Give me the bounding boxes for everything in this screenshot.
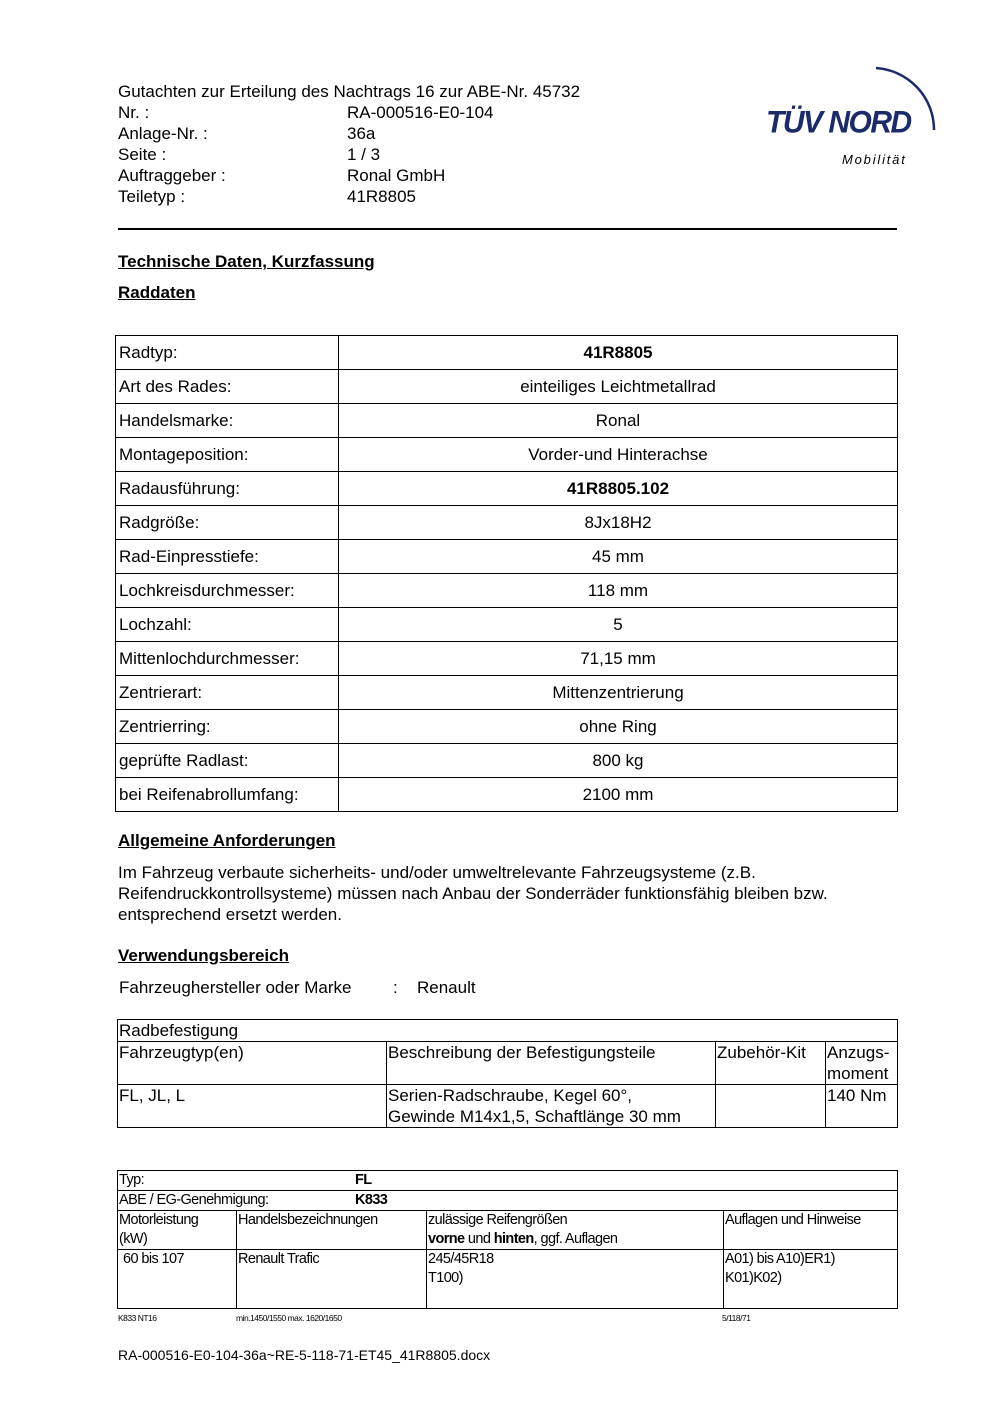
- table-row: Mittenlochdurchmesser: 71,15 mm: [116, 642, 898, 676]
- table-row: Handelsmarke: Ronal: [116, 404, 898, 438]
- table-row: Fahrzeugtyp(en) Beschreibung der Befestigungsteile Zubehör-Kit Anzugs- moment: [118, 1042, 898, 1085]
- allgemein-paragraph: Im Fahrzeug verbaute sicherheits- und/oder umweltrelevante Fahrzeugsysteme (z.B. Reifendruckkontrollsysteme) müssen nach Anbau der Sonderräder funktionsfähig bleiben bzw. entsprechend ersetzt werden.: [118, 863, 828, 924]
- section-title-tech: Technische Daten, Kurzfassung: [118, 252, 375, 271]
- table-row: geprüfte Radlast: 800 kg: [116, 744, 898, 778]
- section-title-allgemein: Allgemeine Anforderungen: [118, 831, 336, 850]
- table-row: Radgröße: 8Jx18H2: [116, 506, 898, 540]
- manufacturer-sep: :: [393, 978, 398, 997]
- table-row: Rad-Einpresstiefe: 45 mm: [116, 540, 898, 574]
- small-note-k833: K833 NT16: [118, 1313, 157, 1323]
- table-row: Radausführung: 41R8805.102: [116, 472, 898, 506]
- header-divider: [118, 228, 897, 230]
- manufacturer-label: Fahrzeughersteller oder Marke: [119, 978, 352, 997]
- table-row: Zentrierart: Mittenzentrierung: [116, 676, 898, 710]
- tuv-nord-logo: [760, 58, 950, 173]
- type-table: [117, 1170, 898, 1309]
- table-row: Radbefestigung: [118, 1020, 898, 1042]
- footer-filename: RA-000516-E0-104-36a~RE-5-118-71-ET45_41R8805.docx: [118, 1347, 491, 1363]
- abe-value: K833: [355, 1192, 388, 1208]
- table-row: [118, 1191, 898, 1211]
- section-title-raddaten: Raddaten: [118, 283, 196, 302]
- logo-brand-text: TÜV NORD: [766, 105, 911, 140]
- small-note-bolt-pattern: 5/118/71: [722, 1313, 751, 1323]
- small-note-min-max: min.1450/1550 max. 1620/1650: [236, 1313, 342, 1323]
- table-row: bei Reifenabrollumfang: 2100 mm: [116, 778, 898, 812]
- table-row: Lochzahl: 5: [116, 608, 898, 642]
- abe-label: ABE / EG-Genehmigung:: [119, 1192, 269, 1208]
- table-row: Art des Rades: einteiliges Leichtmetallrad: [116, 370, 898, 404]
- table-row: 60 bis 107 Renault Trafic 245/45R18 T100) A01) bis A10)ER1) K01)K02): [118, 1250, 898, 1309]
- table-row: Montageposition: Vorder-und Hinterachse: [116, 438, 898, 472]
- manufacturer-line: [119, 977, 909, 998]
- table-row: Lochkreisdurchmesser: 118 mm: [116, 574, 898, 608]
- wheel-data-table: [115, 335, 898, 812]
- manufacturer-value: Renault: [417, 978, 476, 997]
- radbefestigung-table: [117, 1019, 898, 1128]
- table-row: Zentrierring: ohne Ring: [116, 710, 898, 744]
- typ-label: Typ:: [119, 1172, 144, 1188]
- table-row: Motorleistung (kW) Handelsbezeichnungen zulässige Reifengrößen vorne und hinten, ggf. Auflagen Auflagen und Hinweise: [118, 1211, 898, 1250]
- table-row: FL, JL, L Serien-Radschraube, Kegel 60°, Gewinde M14x1,5, Schaftlänge 30 mm 140 Nm: [118, 1085, 898, 1128]
- table-row: [118, 1171, 898, 1191]
- logo-sub-text: Mobilität: [842, 152, 907, 167]
- section-title-verwendung: Verwendungsbereich: [118, 946, 289, 965]
- table-row: Radtyp: 41R8805: [116, 336, 898, 370]
- typ-value: FL: [355, 1172, 372, 1188]
